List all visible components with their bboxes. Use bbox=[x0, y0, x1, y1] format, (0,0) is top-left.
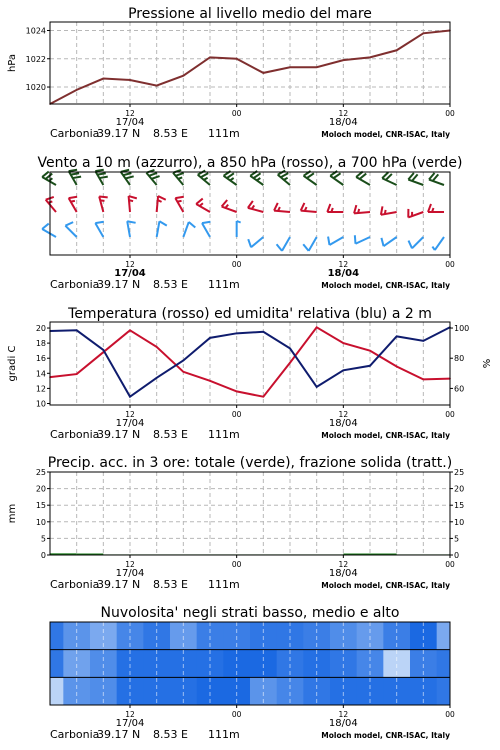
wind-barb-flag bbox=[301, 203, 305, 211]
clouds-credit: Moloch model, CNR-ISAC, Italy bbox=[321, 731, 450, 740]
temp-rh-location-alt: 111m bbox=[208, 428, 240, 441]
precip-y-right-tick-label: 5 bbox=[454, 534, 460, 544]
wind-barb-shaft bbox=[99, 197, 103, 212]
wind-barb-shaft bbox=[309, 237, 317, 251]
pressure-x-tick-label: 00 bbox=[231, 109, 242, 118]
wind-barb-half bbox=[178, 176, 182, 180]
temp-rh-point-0 bbox=[343, 342, 345, 344]
wind-barb-shaft bbox=[282, 237, 290, 251]
wind-barb-1 bbox=[327, 204, 343, 212]
pressure-location-alt: 111m bbox=[208, 127, 240, 140]
pressure-point bbox=[263, 72, 265, 74]
clouds-location-name: Carbonia bbox=[50, 728, 100, 741]
precip-location-lat: 39.17 N bbox=[97, 578, 141, 591]
precip-x-tick-label: 00 bbox=[445, 560, 455, 569]
wind-barb-half bbox=[432, 208, 434, 212]
temp-rh-ylabel: gradi C bbox=[7, 345, 18, 382]
wind-barb-flag bbox=[275, 244, 283, 251]
clouds-x-tick-label: 00 bbox=[445, 710, 455, 719]
precip-location-alt: 111m bbox=[208, 578, 240, 591]
temp-rh-y-tick-label: 10 bbox=[35, 399, 46, 409]
wind-barb-2 bbox=[302, 233, 317, 251]
temp-rh-point-0 bbox=[396, 366, 398, 368]
wind-barb-1 bbox=[175, 194, 190, 212]
wind-barb-1 bbox=[428, 204, 444, 212]
wind-barb-1 bbox=[196, 197, 214, 212]
precip-y-right-tick-label: 0 bbox=[454, 551, 460, 560]
temp-rh-point-1 bbox=[76, 330, 78, 332]
precip-date-label: 17/04 bbox=[115, 568, 145, 579]
precip-x-tick-label: 12 bbox=[338, 560, 349, 569]
clouds-location-lat: 39.17 N bbox=[97, 728, 141, 741]
temp-rh-point-1 bbox=[236, 333, 238, 335]
temp-rh-point-0 bbox=[209, 380, 211, 382]
pressure-point bbox=[369, 57, 371, 59]
precip-y-tick-label: 15 bbox=[35, 501, 46, 511]
wind-barb-shaft bbox=[274, 211, 290, 212]
clouds-x-tick-label: 12 bbox=[338, 710, 349, 719]
wind-barb-shaft bbox=[248, 208, 263, 212]
precip-credit: Moloch model, CNR-ISAC, Italy bbox=[321, 581, 450, 590]
temp-rh-location-lon: 8.53 E bbox=[153, 428, 188, 441]
wind-barb-0 bbox=[429, 172, 447, 185]
temp-rh-date-label: 18/04 bbox=[328, 418, 358, 429]
temp-rh-point-1 bbox=[396, 336, 398, 338]
pressure-x-tick-label: 00 bbox=[445, 109, 455, 118]
precip-location-name: Carbonia bbox=[50, 578, 100, 591]
pressure-location-lat: 39.17 N bbox=[97, 127, 141, 140]
wind-barb-shaft bbox=[329, 237, 343, 245]
wind-barb-flag bbox=[42, 222, 49, 230]
wind-barb-shaft bbox=[355, 237, 370, 244]
temp-rh-x-tick-label: 00 bbox=[445, 410, 455, 419]
wind-barb-flag bbox=[129, 195, 137, 199]
precip-y-right-tick-label: 25 bbox=[454, 468, 465, 477]
clouds-cell-alto bbox=[437, 622, 451, 650]
wind-barb-1 bbox=[406, 204, 424, 217]
temp-rh-date-label: 17/04 bbox=[115, 418, 145, 429]
temp-rh-x-tick-label: 00 bbox=[231, 410, 242, 419]
wind-barb-1 bbox=[353, 204, 370, 213]
temp-rh-point-1 bbox=[263, 331, 265, 333]
wind-barb-flag bbox=[428, 204, 431, 212]
clouds-cell-medio bbox=[50, 650, 64, 678]
wind-barb-shaft bbox=[95, 223, 103, 237]
wind-barb-1 bbox=[380, 204, 397, 215]
temp-rh-point-0 bbox=[289, 362, 291, 364]
wind-credit: Moloch model, CNR-ISAC, Italy bbox=[321, 281, 450, 290]
wind-barb-shaft bbox=[412, 237, 423, 248]
pressure-y-tick-label: 1020 bbox=[25, 83, 46, 93]
temp-rh-point-1 bbox=[316, 386, 318, 388]
wind-barb-half bbox=[331, 208, 333, 212]
wind-barb-flag bbox=[302, 244, 310, 251]
wind-location-lon: 8.53 E bbox=[153, 278, 188, 291]
wind-barb-2 bbox=[246, 231, 263, 247]
pressure-ylabel: hPa bbox=[7, 53, 18, 73]
temp-rh-point-1 bbox=[369, 365, 371, 367]
wind-location-lat: 39.17 N bbox=[97, 278, 141, 291]
temp-rh-y-tick-label: 14 bbox=[35, 369, 46, 379]
temp-rh-point-0 bbox=[423, 379, 425, 381]
wind-barb-1 bbox=[248, 200, 266, 212]
pressure-y-tick-label: 1022 bbox=[25, 54, 46, 64]
wind-barb-shaft bbox=[202, 223, 210, 237]
temp-rh-point-1 bbox=[423, 340, 425, 342]
wind-barb-0 bbox=[382, 171, 400, 185]
temp-rh-y-tick-label: 20 bbox=[35, 324, 46, 334]
precip-frame bbox=[50, 472, 450, 555]
temp-rh-location-name: Carbonia bbox=[50, 428, 100, 441]
temp-rh-point-0 bbox=[369, 350, 371, 352]
wind-barb-2 bbox=[325, 230, 343, 245]
precip-y-right-tick-label: 10 bbox=[454, 517, 465, 527]
wind-barb-2 bbox=[406, 231, 423, 248]
temp-rh-point-0 bbox=[316, 326, 318, 328]
temp-rh-point-0 bbox=[156, 346, 158, 348]
pressure-title: Pressione al livello medio del mare bbox=[128, 6, 372, 22]
wind-barb-1 bbox=[301, 203, 318, 212]
clouds-x-tick-label: 00 bbox=[231, 710, 242, 719]
wind-barb-shaft bbox=[42, 177, 56, 185]
wind-barb-half bbox=[71, 200, 75, 203]
wind-barb-shaft bbox=[304, 176, 317, 185]
wind-barb-shaft bbox=[42, 229, 56, 237]
wind-barb-flag bbox=[327, 204, 330, 212]
wind-barb-0 bbox=[198, 169, 215, 185]
wind-barb-half bbox=[177, 200, 181, 203]
wind-barb-1 bbox=[157, 196, 166, 213]
pressure-point bbox=[236, 58, 238, 60]
clouds-cell-alto bbox=[50, 622, 64, 650]
pressure-point bbox=[129, 79, 131, 81]
wind-barb-0 bbox=[278, 169, 295, 185]
wind-barb-shaft bbox=[354, 212, 370, 213]
pressure-point bbox=[343, 59, 345, 61]
wind-location-name: Carbonia bbox=[50, 278, 100, 291]
clouds-x-tick-label: 12 bbox=[125, 710, 135, 719]
temp-rh-title: Temperatura (rosso) ed umidita' relativa (blu) a 2 m bbox=[68, 306, 432, 322]
wind-barb-flag bbox=[274, 203, 278, 211]
wind-barb-shaft bbox=[129, 196, 130, 212]
wind-barb-shaft bbox=[250, 176, 263, 185]
wind-barb-2 bbox=[352, 230, 370, 244]
pressure-point bbox=[209, 57, 211, 59]
wind-barb-shaft bbox=[384, 237, 397, 246]
precip-y-right-tick-label: 20 bbox=[454, 484, 465, 494]
precip-x-tick-label: 12 bbox=[125, 560, 135, 569]
wind-x-tick-label: 12 bbox=[125, 260, 135, 269]
clouds-location-alt: 111m bbox=[208, 728, 240, 741]
precip-y-tick-label: 0 bbox=[40, 551, 46, 560]
pressure-point bbox=[156, 85, 158, 87]
temp-rh-y-tick-label: 16 bbox=[35, 354, 46, 364]
precip-x-tick-label: 00 bbox=[231, 560, 242, 569]
precip-y-tick-label: 25 bbox=[35, 468, 46, 477]
wind-barb-shaft bbox=[435, 237, 444, 250]
clouds-location-lon: 8.53 E bbox=[153, 728, 188, 741]
temp-rh-point-1 bbox=[103, 349, 105, 351]
wind-barb-shaft bbox=[157, 196, 158, 212]
wind-barb-flag bbox=[353, 205, 357, 213]
precip-location-lon: 8.53 E bbox=[153, 578, 188, 591]
precip-title: Precip. acc. in 3 ore: totale (verde), frazione solida (tratt.) bbox=[47, 455, 453, 471]
wind-barb-2 bbox=[157, 221, 168, 238]
wind-x-tick-label: 12 bbox=[338, 260, 349, 269]
wind-barb-half bbox=[411, 212, 414, 216]
wind-x-tick-label: 00 bbox=[231, 260, 242, 269]
temp-rh-y-right-tick-label: 80 bbox=[454, 354, 465, 364]
wind-barb-shaft bbox=[65, 226, 76, 237]
wind-barb-2 bbox=[183, 222, 196, 240]
pressure-point bbox=[183, 75, 185, 77]
pressure-location-lon: 8.53 E bbox=[153, 127, 188, 140]
wind-barb-shaft bbox=[381, 212, 397, 215]
wind-barb-1 bbox=[99, 194, 111, 212]
precip-y-tick-label: 20 bbox=[35, 484, 46, 494]
wind-barb-2 bbox=[432, 235, 444, 250]
temp-rh-point-1 bbox=[129, 396, 131, 398]
pressure-date-label: 18/04 bbox=[328, 117, 358, 128]
wind-date-label: 18/04 bbox=[327, 268, 360, 279]
wind-barb-shaft bbox=[251, 237, 263, 247]
pressure-point bbox=[76, 89, 78, 91]
temp-rh-x-tick-label: 12 bbox=[125, 410, 135, 419]
wind-barb-shaft bbox=[301, 211, 317, 212]
pressure-location-name: Carbonia bbox=[50, 127, 100, 140]
precip-y-right-tick-label: 15 bbox=[454, 501, 465, 511]
wind-barb-half bbox=[237, 221, 241, 223]
wind-barb-2 bbox=[275, 233, 290, 251]
wind-barb-shaft bbox=[408, 180, 423, 185]
wind-date-label: 17/04 bbox=[114, 268, 146, 279]
precip-date-label: 18/04 bbox=[328, 568, 358, 579]
wind-barb-2 bbox=[95, 219, 110, 237]
wind-barb-2 bbox=[237, 221, 241, 237]
wind-barb-shaft bbox=[382, 178, 397, 185]
wind-barb-shaft bbox=[222, 207, 237, 212]
wind-barb-2 bbox=[202, 219, 217, 237]
precip-ylabel: mm bbox=[7, 503, 18, 524]
temp-rh-point-0 bbox=[76, 373, 78, 375]
pressure-point bbox=[289, 66, 291, 68]
temp-rh-credit: Moloch model, CNR-ISAC, Italy bbox=[321, 431, 450, 440]
temp-rh-point-1 bbox=[289, 348, 291, 350]
temp-rh-x-tick-label: 12 bbox=[338, 410, 349, 419]
wind-barb-shaft bbox=[175, 198, 183, 212]
pressure-credit: Moloch model, CNR-ISAC, Italy bbox=[321, 130, 450, 139]
temp-rh-point-1 bbox=[209, 337, 211, 339]
temp-rh-y-tick-label: 12 bbox=[35, 384, 46, 394]
wind-location-alt: 111m bbox=[208, 278, 240, 291]
wind-barb-flag bbox=[158, 196, 166, 200]
temp-rh-ylabel-right: % bbox=[482, 358, 493, 369]
clouds-cell-medio bbox=[437, 650, 451, 678]
wind-barb-1 bbox=[274, 203, 291, 212]
wind-barb-shaft bbox=[69, 198, 77, 212]
wind-barb-shaft bbox=[356, 177, 370, 185]
temp-rh-point-1 bbox=[343, 369, 345, 371]
temp-rh-location-lat: 39.17 N bbox=[97, 428, 141, 441]
wind-x-tick-label: 00 bbox=[445, 260, 455, 269]
precip-y-tick-label: 10 bbox=[35, 517, 46, 527]
temp-rh-point-1 bbox=[156, 377, 158, 379]
temp-rh-y-right-tick-label: 60 bbox=[454, 384, 465, 394]
clouds-cell-basso bbox=[50, 677, 64, 705]
temp-rh-y-tick-label: 18 bbox=[35, 339, 46, 349]
wind-barb-flag bbox=[188, 222, 197, 228]
temp-rh-point-0 bbox=[129, 330, 131, 332]
temp-rh-point-0 bbox=[263, 396, 265, 398]
wind-barb-2 bbox=[65, 220, 82, 237]
wind-barb-shaft bbox=[196, 204, 210, 212]
temp-rh-point-0 bbox=[236, 391, 238, 393]
temp-rh-point-1 bbox=[183, 360, 185, 362]
clouds-cell-basso bbox=[437, 677, 451, 705]
wind-barb-2 bbox=[379, 230, 397, 246]
wind-title: Vento a 10 m (azzurro), a 850 hPa (rosso), a 700 hPa (verde) bbox=[37, 155, 463, 171]
pressure-date-label: 17/04 bbox=[115, 117, 145, 128]
temp-rh-y-right-tick-label: 100 bbox=[454, 324, 470, 334]
clouds-date-label: 17/04 bbox=[115, 718, 145, 729]
wind-barb-2 bbox=[127, 220, 138, 237]
wind-barb-2 bbox=[42, 222, 60, 237]
wind-barb-shaft bbox=[408, 212, 423, 217]
temp-rh-point-0 bbox=[183, 371, 185, 373]
wind-barb-flag bbox=[159, 221, 167, 225]
pressure-point bbox=[396, 49, 398, 51]
pressure-point bbox=[316, 66, 318, 68]
pressure-x-tick-label: 12 bbox=[125, 109, 135, 118]
wind-barb-shaft bbox=[330, 176, 343, 185]
wind-barb-shaft bbox=[429, 180, 444, 185]
wind-barb-1 bbox=[129, 195, 138, 212]
clouds-title: Nuvolosita' negli strati basso, medio e alto bbox=[100, 605, 400, 621]
pressure-y-tick-label: 1024 bbox=[25, 26, 46, 36]
wind-barb-shaft bbox=[183, 222, 188, 237]
pressure-series-line bbox=[50, 30, 450, 104]
wind-barb-1 bbox=[46, 195, 62, 212]
pressure-point bbox=[423, 33, 425, 35]
wind-barb-1 bbox=[69, 194, 84, 212]
pressure-x-tick-label: 12 bbox=[338, 109, 349, 118]
pressure-frame bbox=[50, 22, 450, 104]
clouds-date-label: 18/04 bbox=[328, 718, 358, 729]
precip-y-tick-label: 5 bbox=[40, 534, 46, 544]
pressure-point bbox=[103, 78, 105, 80]
